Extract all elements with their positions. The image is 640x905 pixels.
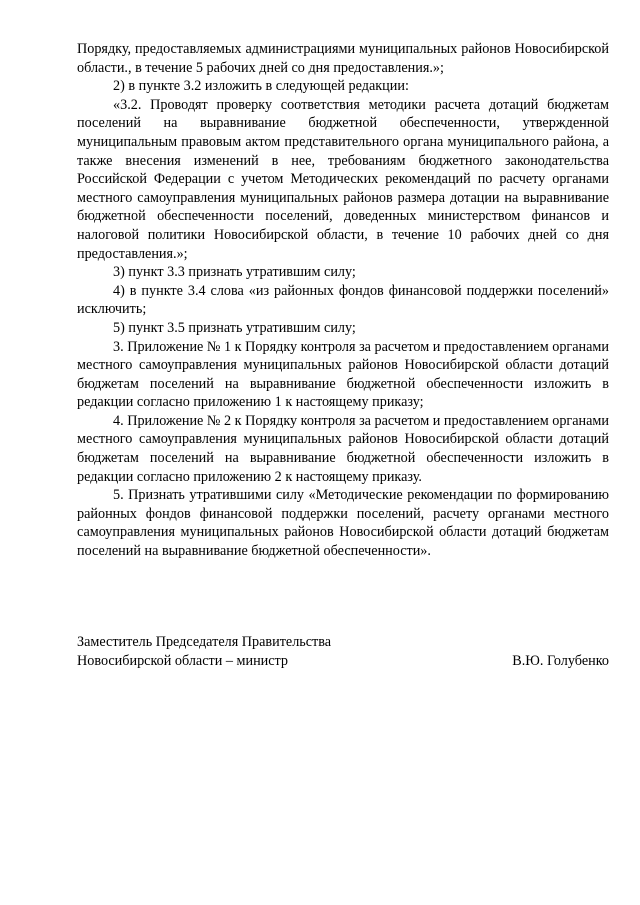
signature-row	[77, 652, 609, 671]
signatory-position-line1: Заместитель Председателя Правительства	[77, 634, 332, 650]
signatory-name: В.Ю. Голубенко	[512, 652, 609, 669]
paragraph-item-2: 2) в пункте 3.2 изложить в следующей редакции:	[113, 78, 409, 95]
document-body	[77, 40, 609, 561]
paragraph-item-3: 3) пункт 3.3 признать утратившим силу;	[113, 264, 356, 281]
signatory-position-line2: Новосибирской области – министр	[77, 652, 289, 669]
paragraph-clause-4: 4. Приложение № 2 к Порядку контроля за расчетом и предоставлением органами местного самоуправления муниципальных районов Новосибирской области дотаций бюджетам поселений на выравнивание бюджетной обеспеченности изложить в редакции согласно приложению 2 к настоящему приказу.	[77, 412, 609, 485]
paragraph-item-4: 4) в пункте 3.4 слова «из районных фондов финансовой поддержки поселений» исключить;	[77, 282, 609, 318]
paragraph-continuation: Порядку, предоставляемых администрациями муниципальных районов Новосибирской области., в течение 5 рабочих дней со дня предоставления.»;	[77, 41, 609, 76]
paragraph-quoted-3-2: «3.2. Проводят проверку соответствия методики расчета дотаций бюджетам поселений на выравнивание бюджетной обеспеченности, утвержденной муниципальным правовым актом представительного органа муниципального района, а также внесения изменений в нее, требованиям бюджетного законодательства Российской Федерации с учетом Методических рекомендаций по расчету органами местного самоуправления муниципальных районов размера дотации на выравнивание бюджетной обеспеченности поселений, доведенных министерством финансов и налоговой политики Новосибирской области, в течение 10 рабочих дней со дня предоставления.»;	[77, 96, 609, 262]
paragraph-item-5: 5) пункт 3.5 признать утратившим силу;	[113, 319, 356, 336]
signature-block	[77, 633, 609, 670]
paragraph-clause-3: 3. Приложение № 1 к Порядку контроля за расчетом и предоставлением органами местного самоуправления муниципальных районов Новосибирской области дотаций бюджетам поселений на выравнивание бюджетной обеспеченности изложить в редакции согласно приложению 1 к настоящему приказу;	[77, 338, 609, 411]
paragraph-clause-5: 5. Признать утратившими силу «Методические рекомендации по формированию районных фондов финансовой поддержки поселений, расчету органами местного самоуправления муниципальных районов Новосибирской области дотаций бюджетам поселений на выравнивание бюджетной обеспеченности».	[77, 487, 609, 560]
